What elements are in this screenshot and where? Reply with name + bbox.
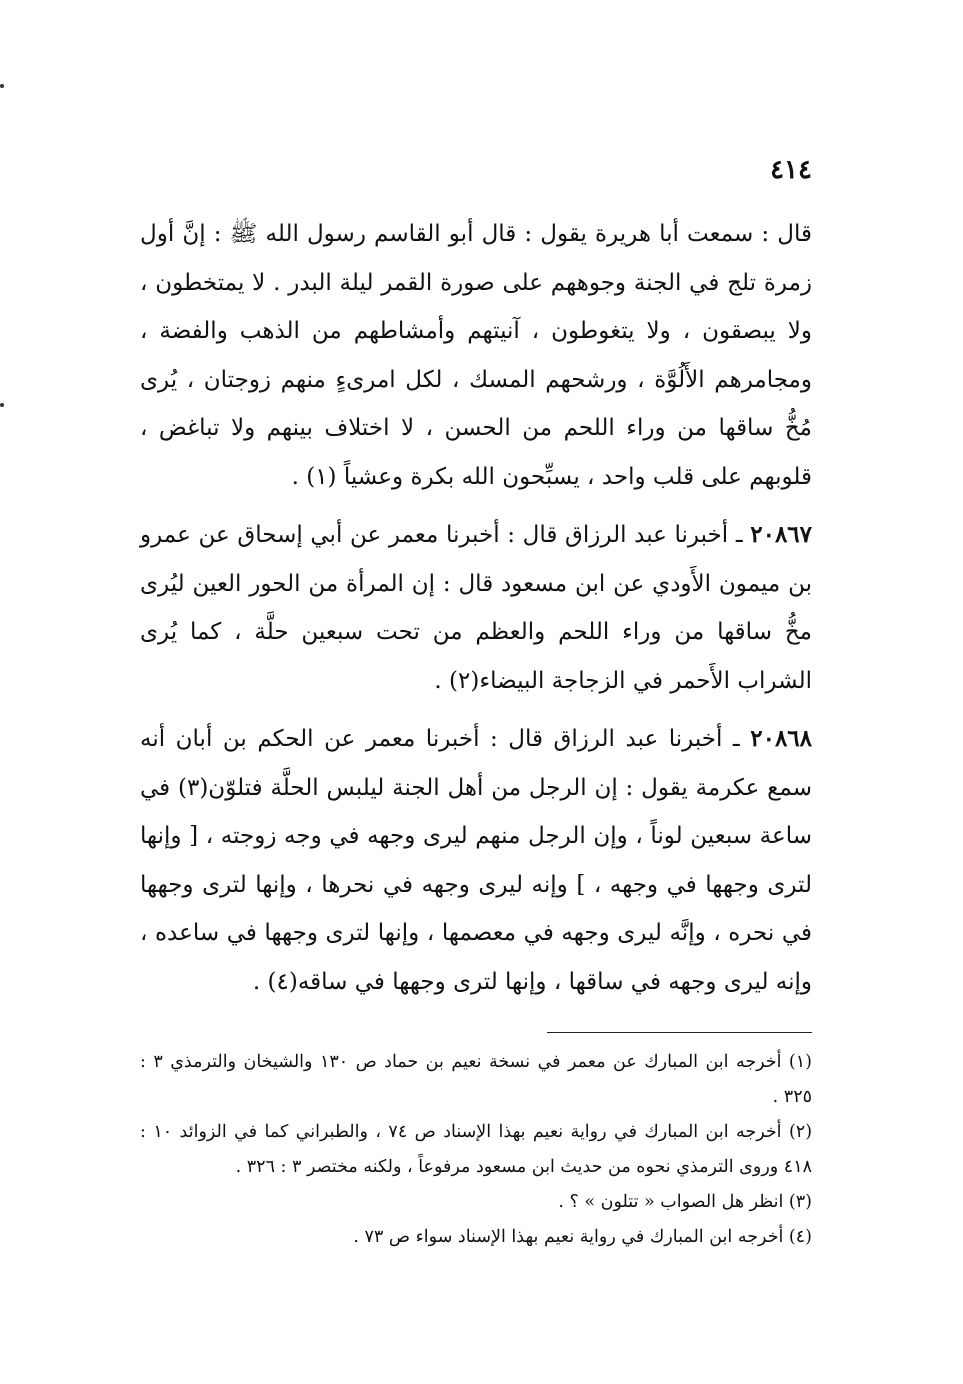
footnote-1: (١) أخرجه ابن المبارك عن معمر في نسخة نعيم بن حماد ص ١٣٠ والشيخان والترمذي ٣ : ٣٢٥ . <box>140 1052 812 1107</box>
hadith-paragraph <box>140 210 812 501</box>
footnote-3: (٣) انظر هل الصواب « تتلون » ؟ . <box>558 1192 812 1212</box>
margin-dot-middle <box>0 403 4 407</box>
margin-dot-top <box>0 84 4 88</box>
hadith-number: ٢٠٨٦٧ <box>750 521 813 548</box>
paragraph-text: ـ أخبرنا عبد الرزاق قال : أخبرنا معمر عن أبي إسحاق عن عمرو بن ميمون الأَودي عن ابن مسعود قال : إن المرأة من الحور العين ليُرى مخُّ ساقها من وراء اللحم والعظم من تحت سبعين حلَّة ، كما يُرى الشراب الأَحمر في الزجاجة البيضاء(٢) . <box>140 522 812 694</box>
footnote-4: (٤) أخرجه ابن المبارك في رواية نعيم بهذا الإسناد سواء ص ٧٣ . <box>353 1227 812 1247</box>
page-number: ٤١٤ <box>770 155 812 185</box>
hadith-paragraph-20868 <box>140 715 812 1006</box>
paragraph-text: ـ أخبرنا عبد الرزاق قال : أخبرنا معمر عن الحكم بن أبان أنه سمع عكرمة يقول : إن الرجل من أهل الجنة ليلبس الحلَّة فتلوّن(٣) في ساعة سبعين لوناً ، وإن الرجل منهم ليرى وجهه في وجه زوجته ، [ وإنها لترى وجهها في وجهه ، ] وإنه ليرى وجهه في نحرها ، وإنها لترى وجهها في نحره ، وإنَّه ليرى وجهه في معصمها ، وإنها لترى وجهها في ساعده ، وإنه ليرى وجهه في ساقها ، وإنها لترى وجهها في ساقه(٤) . <box>140 726 812 995</box>
footnote-divider <box>547 1032 812 1033</box>
book-page <box>140 150 812 1255</box>
hadith-paragraph-20867 <box>140 511 812 705</box>
paragraph-text: قال : سمعت أبا هريرة يقول : قال أبو القاسم رسول الله ﷺ : إنَّ أول زمرة تلج في الجنة وجوههم على صورة القمر ليلة البدر . لا يمتخطون ، ولا يبصقون ، ولا يتغوطون ، آنيتهم وأمشاطهم من الذهب والفضة ، ومجامرهم الأَلُوَّة ، ورشحهم المسك ، لكل امرىءٍ منهم زوجتان ، يُرى مُخُّ ساقها من وراء اللحم من الحسن ، لا اختلاف بينهم ولا تباغض ، قلوبهم على قلب واحد ، يسبِّحون الله بكرة وعشياً (١) . <box>140 221 812 490</box>
footnote-2: (٢) أخرجه ابن المبارك في رواية نعيم بهذا الإسناد ص ٧٤ ، والطبراني كما في الزوائد ١٠ : ٤١٨ وروى الترمذي نحوه من حديث ابن مسعود مرفوعاً ، ولكنه مختصر ٣ : ٣٢٦ . <box>140 1122 813 1177</box>
footnotes <box>140 1045 812 1255</box>
hadith-number: ٢٠٨٦٨ <box>750 725 813 752</box>
